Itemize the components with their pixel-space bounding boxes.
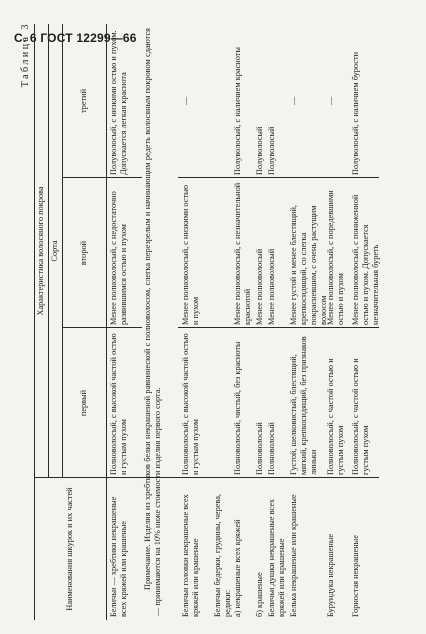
table-note: Примечание. Изделия из хребтиков белки некрашеной равнинеской с полноволосом, слегка перезрелым и начинающим редеть волосяным покровом сдаются — принимаются на 10% ниже стоимости изделия первого сорта. [143, 28, 163, 616]
row-6-third: Полуволосый [267, 126, 276, 175]
header-characteristic: Характеристика волосяного покрова [35, 186, 45, 316]
row-0-name: Беличьи — хребтики некрашеные всех кряжей или крашеные [109, 496, 129, 617]
data-table [34, 24, 379, 620]
row-0-third: Полуволосый, с низкими остью и пухом. Допускается легкая краснота [109, 30, 129, 175]
row-9-second: Менее полноволосый, с пониженной остью и пухом. Допускается незначительная буреть [351, 194, 381, 325]
table-caption: Таблица 3 [20, 22, 31, 88]
row-7-second: Менее густой и менее блестящий, крепкосидящий, со слегка покрасневшим, с очень растущим волосом [289, 205, 329, 325]
header-sort: Сорта [49, 240, 59, 262]
row-8-second: Менее полноволосый, с поредевшими остью и пухом [326, 190, 346, 325]
row-0-first: Полноволосый, с высокой частой остью и густым пухом [109, 333, 129, 475]
row-5-first: Полноволосый [255, 422, 264, 475]
row-8-first: Полноволосый, с частой остью и густым пухом [326, 358, 346, 475]
row-0-second: Менее полноволосый, с недостаточно развившимся остью и пухом [109, 191, 129, 325]
row-9-third: Полуволосый, с наличием бурости [351, 51, 360, 175]
header-second: второй [78, 240, 88, 266]
row-6-name: Беличьи душки некрашеные всех кряжей или крашеные [267, 498, 287, 617]
header-bottom-border [106, 24, 107, 620]
row-9-name: Горностая некрашеные [351, 535, 360, 617]
row-7-first: Густой, шелковистый, блестящий, мягкий, крепкосидящий, без признаков линьки [289, 336, 319, 475]
row-9-first: Полноволосый, с частой остью и густым пухом [351, 358, 371, 475]
row-8-third: — [326, 96, 335, 106]
row-7-name: Белька некрашеные или крашеные [289, 494, 298, 617]
row-4-second: Менее полноволосый, с незначительной краснотой [233, 182, 253, 325]
header-names: Наименования шкурок и их частей [64, 487, 74, 611]
row-4-third: Полуволосый, с наличием красноты [233, 47, 242, 175]
row-2-third: — [181, 96, 190, 106]
page-header: С. 6 ГОСТ 12299—66 [14, 31, 137, 45]
row-5-name: б) крашеные [255, 572, 264, 617]
row-7-third: — [289, 96, 298, 106]
row-2-first: Полноволосый, с высокой частой остью и густым пухом [181, 333, 201, 475]
header-third: третий [78, 88, 88, 114]
row-4-name: а) некрашеные всех кряжей [233, 519, 242, 617]
row-5-second: Менее полноволосый [255, 248, 264, 325]
row-2-second: Менее полноволосый, с низкими остью и пухом [181, 184, 201, 325]
row-6-first: Полноволосый [267, 422, 276, 475]
header-first: первый [78, 389, 88, 417]
row-5-third: Полуволосый [255, 126, 264, 175]
row-6-second: Менее полноволосый [267, 248, 276, 325]
row-8-name: Бурундука некрашеные [326, 533, 335, 617]
row-3-name: Беличьи бедерки, грудины, черева, редики: [213, 494, 233, 617]
rotated-table-area [18, 20, 398, 620]
row-2-name: Беличьи головки некрашеные всех кряжей или крашеные [181, 494, 201, 617]
row-4-first: Полноволосый, чистый, без красноты [233, 341, 242, 475]
